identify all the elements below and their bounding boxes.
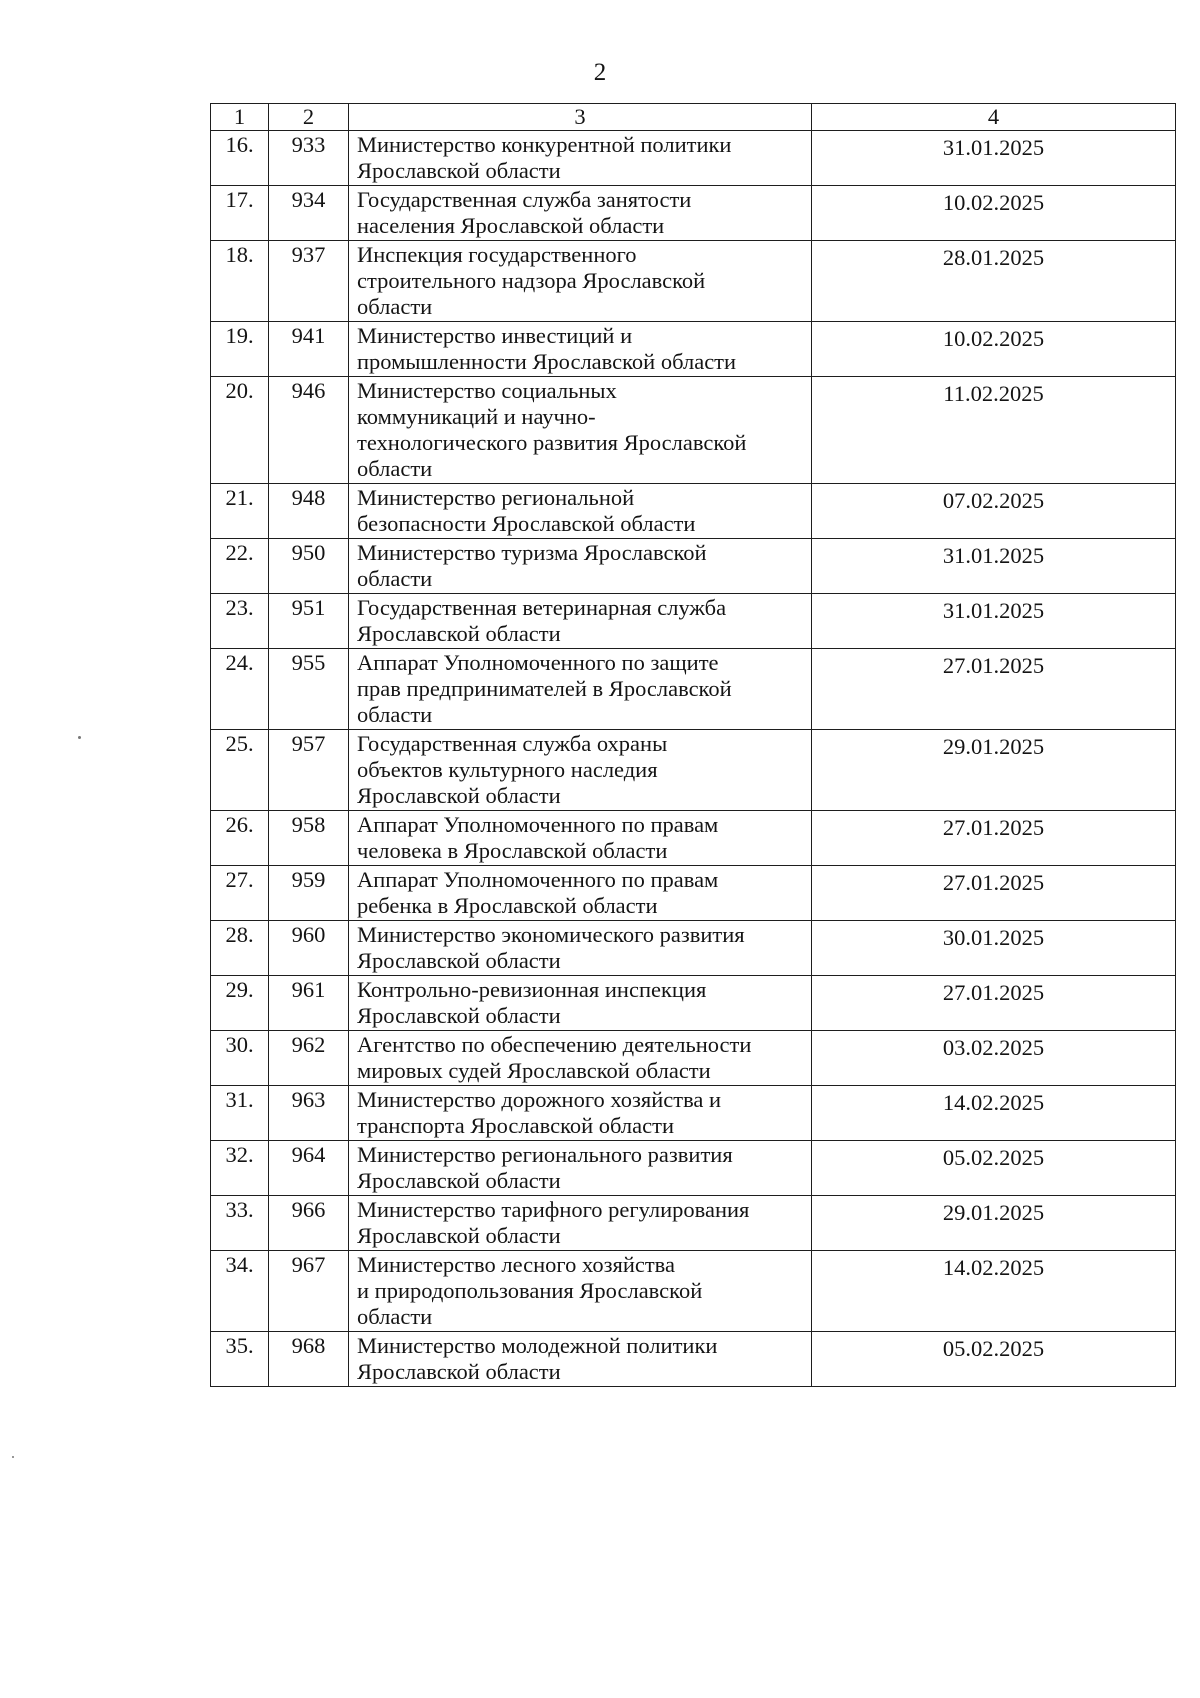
row-code-cell: 951 — [269, 594, 349, 649]
table-row — [211, 1141, 1176, 1196]
organizations-table — [210, 103, 1176, 1387]
organization-line: Министерство инвестиций и — [357, 323, 633, 348]
row-code-cell: 966 — [269, 1196, 349, 1251]
organization-line: области — [357, 456, 433, 481]
organization-line: промышленности Ярославской области — [357, 349, 737, 374]
row-organization-cell — [349, 866, 812, 921]
organization-line: Министерство молодежной политики — [357, 1333, 718, 1358]
row-code-cell: 950 — [269, 539, 349, 594]
row-number-cell: 28. — [211, 921, 269, 976]
row-code-cell: 957 — [269, 730, 349, 811]
row-organization-cell — [349, 1251, 812, 1332]
organization-line: Министерство туризма Ярославской — [357, 540, 707, 565]
organization-line: Министерство лесного хозяйства — [357, 1252, 675, 1277]
row-code-cell: 946 — [269, 377, 349, 484]
table-row — [211, 1332, 1176, 1387]
row-code-cell: 933 — [269, 131, 349, 186]
row-code-cell: 959 — [269, 866, 349, 921]
organization-line: области — [357, 702, 433, 727]
table-row — [211, 322, 1176, 377]
row-organization-cell — [349, 1031, 812, 1086]
organization-line: Государственная ветеринарная служба — [357, 595, 727, 620]
organization-line: Аппарат Уполномоченного по правам — [357, 867, 719, 892]
row-date-cell: 29.01.2025 — [812, 730, 1176, 811]
row-number-cell: 30. — [211, 1031, 269, 1086]
row-number-cell: 17. — [211, 186, 269, 241]
row-date-cell: 14.02.2025 — [812, 1086, 1176, 1141]
row-date-cell: 31.01.2025 — [812, 131, 1176, 186]
organization-line: Ярославской области — [357, 1003, 561, 1028]
page-number: 2 — [593, 59, 607, 86]
organization-line: Ярославской области — [357, 1223, 561, 1248]
row-organization-cell — [349, 1086, 812, 1141]
row-number-cell: 20. — [211, 377, 269, 484]
row-date-cell: 05.02.2025 — [812, 1141, 1176, 1196]
row-date-cell: 10.02.2025 — [812, 322, 1176, 377]
row-organization-cell — [349, 1196, 812, 1251]
organization-line: коммуникаций и научно- — [357, 404, 596, 429]
table-row — [211, 539, 1176, 594]
table-body — [211, 104, 1176, 1387]
row-code-cell: 948 — [269, 484, 349, 539]
organization-line: Контрольно-ревизионная инспекция — [357, 977, 707, 1002]
row-code-cell: 955 — [269, 649, 349, 730]
row-date-cell: 31.01.2025 — [812, 594, 1176, 649]
organization-line: объектов культурного наследия — [357, 757, 658, 782]
table-row — [211, 377, 1176, 484]
organization-line: Министерство социальных — [357, 378, 617, 403]
organization-line: Ярославской области — [357, 621, 561, 646]
row-date-cell: 10.02.2025 — [812, 186, 1176, 241]
row-organization-cell — [349, 811, 812, 866]
row-organization-cell — [349, 730, 812, 811]
organization-line: строительного надзора Ярославской — [357, 268, 706, 293]
table-row — [211, 921, 1176, 976]
organization-line: Аппарат Уполномоченного по защите — [357, 650, 719, 675]
row-organization-cell — [349, 322, 812, 377]
table-row — [211, 594, 1176, 649]
organization-line: и природопользования Ярославской — [357, 1278, 703, 1303]
row-date-cell: 27.01.2025 — [812, 976, 1176, 1031]
row-code-cell: 958 — [269, 811, 349, 866]
row-number-cell: 21. — [211, 484, 269, 539]
organization-line: прав предпринимателей в Ярославской — [357, 676, 732, 701]
row-date-cell: 07.02.2025 — [812, 484, 1176, 539]
row-date-cell: 31.01.2025 — [812, 539, 1176, 594]
row-number-cell: 34. — [211, 1251, 269, 1332]
table-row — [211, 811, 1176, 866]
row-number-cell: 31. — [211, 1086, 269, 1141]
row-organization-cell — [349, 976, 812, 1031]
table-row — [211, 649, 1176, 730]
row-organization-cell — [349, 241, 812, 322]
row-organization-cell — [349, 649, 812, 730]
table-row — [211, 131, 1176, 186]
organization-line: области — [357, 566, 433, 591]
row-date-cell: 27.01.2025 — [812, 649, 1176, 730]
row-organization-cell — [349, 594, 812, 649]
row-number-cell: 24. — [211, 649, 269, 730]
organization-line: человека в Ярославской области — [357, 838, 668, 863]
header-cell-2: 2 — [269, 104, 349, 131]
row-date-cell: 27.01.2025 — [812, 866, 1176, 921]
table-row — [211, 186, 1176, 241]
organization-line: Ярославской области — [357, 1359, 561, 1384]
organization-line: Ярославской области — [357, 158, 561, 183]
row-date-cell: 03.02.2025 — [812, 1031, 1176, 1086]
organization-line: технологического развития Ярославской — [357, 430, 747, 455]
row-number-cell: 26. — [211, 811, 269, 866]
row-organization-cell — [349, 1141, 812, 1196]
header-cell-3: 3 — [349, 104, 812, 131]
row-code-cell: 934 — [269, 186, 349, 241]
table-row — [211, 1251, 1176, 1332]
row-date-cell: 05.02.2025 — [812, 1332, 1176, 1387]
organization-line: населения Ярославской области — [357, 213, 665, 238]
row-code-cell: 968 — [269, 1332, 349, 1387]
organization-line: Агентство по обеспечению деятельности — [357, 1032, 752, 1057]
table-row — [211, 241, 1176, 322]
row-number-cell: 22. — [211, 539, 269, 594]
row-code-cell: 937 — [269, 241, 349, 322]
organization-line: Государственная служба охраны — [357, 731, 668, 756]
row-date-cell: 14.02.2025 — [812, 1251, 1176, 1332]
row-code-cell: 962 — [269, 1031, 349, 1086]
row-date-cell: 29.01.2025 — [812, 1196, 1176, 1251]
row-number-cell: 18. — [211, 241, 269, 322]
row-organization-cell — [349, 539, 812, 594]
scan-speck — [12, 1456, 14, 1458]
organization-line: Министерство региональной — [357, 485, 635, 510]
row-number-cell: 16. — [211, 131, 269, 186]
row-number-cell: 33. — [211, 1196, 269, 1251]
table-header-row — [211, 104, 1176, 131]
row-date-cell: 28.01.2025 — [812, 241, 1176, 322]
organization-line: области — [357, 294, 433, 319]
organization-line: Ярославской области — [357, 783, 561, 808]
organization-line: транспорта Ярославской области — [357, 1113, 674, 1138]
organization-line: Инспекция государственного — [357, 242, 637, 267]
organization-line: ребенка в Ярославской области — [357, 893, 658, 918]
organization-line: Государственная служба занятости — [357, 187, 692, 212]
table-row — [211, 1031, 1176, 1086]
row-code-cell: 961 — [269, 976, 349, 1031]
row-organization-cell — [349, 484, 812, 539]
row-number-cell: 23. — [211, 594, 269, 649]
row-organization-cell — [349, 131, 812, 186]
table-row — [211, 976, 1176, 1031]
header-cell-4: 4 — [812, 104, 1176, 131]
organization-line: мировых судей Ярославской области — [357, 1058, 711, 1083]
organization-line: безопасности Ярославской области — [357, 511, 696, 536]
organization-line: области — [357, 1304, 433, 1329]
row-code-cell: 967 — [269, 1251, 349, 1332]
organization-line: Министерство экономического развития — [357, 922, 745, 947]
row-organization-cell — [349, 186, 812, 241]
organization-line: Аппарат Уполномоченного по правам — [357, 812, 719, 837]
organization-line: Ярославской области — [357, 948, 561, 973]
row-number-cell: 35. — [211, 1332, 269, 1387]
row-number-cell: 32. — [211, 1141, 269, 1196]
row-code-cell: 960 — [269, 921, 349, 976]
table-row — [211, 1196, 1176, 1251]
organization-line: Министерство тарифного регулирования — [357, 1197, 750, 1222]
organization-line: Министерство дорожного хозяйства и — [357, 1087, 722, 1112]
row-date-cell: 30.01.2025 — [812, 921, 1176, 976]
organization-line: Министерство регионального развития — [357, 1142, 733, 1167]
row-number-cell: 19. — [211, 322, 269, 377]
row-organization-cell — [349, 921, 812, 976]
row-code-cell: 941 — [269, 322, 349, 377]
row-number-cell: 25. — [211, 730, 269, 811]
organization-line: Ярославской области — [357, 1168, 561, 1193]
row-organization-cell — [349, 1332, 812, 1387]
row-number-cell: 29. — [211, 976, 269, 1031]
table-row — [211, 1086, 1176, 1141]
row-number-cell: 27. — [211, 866, 269, 921]
organization-line: Министерство конкурентной политики — [357, 132, 732, 157]
table-row — [211, 730, 1176, 811]
header-cell-1: 1 — [211, 104, 269, 131]
row-date-cell: 11.02.2025 — [812, 377, 1176, 484]
scan-speck — [78, 736, 81, 739]
table-row — [211, 484, 1176, 539]
row-code-cell: 963 — [269, 1086, 349, 1141]
table-row — [211, 866, 1176, 921]
row-code-cell: 964 — [269, 1141, 349, 1196]
row-date-cell: 27.01.2025 — [812, 811, 1176, 866]
row-organization-cell — [349, 377, 812, 484]
